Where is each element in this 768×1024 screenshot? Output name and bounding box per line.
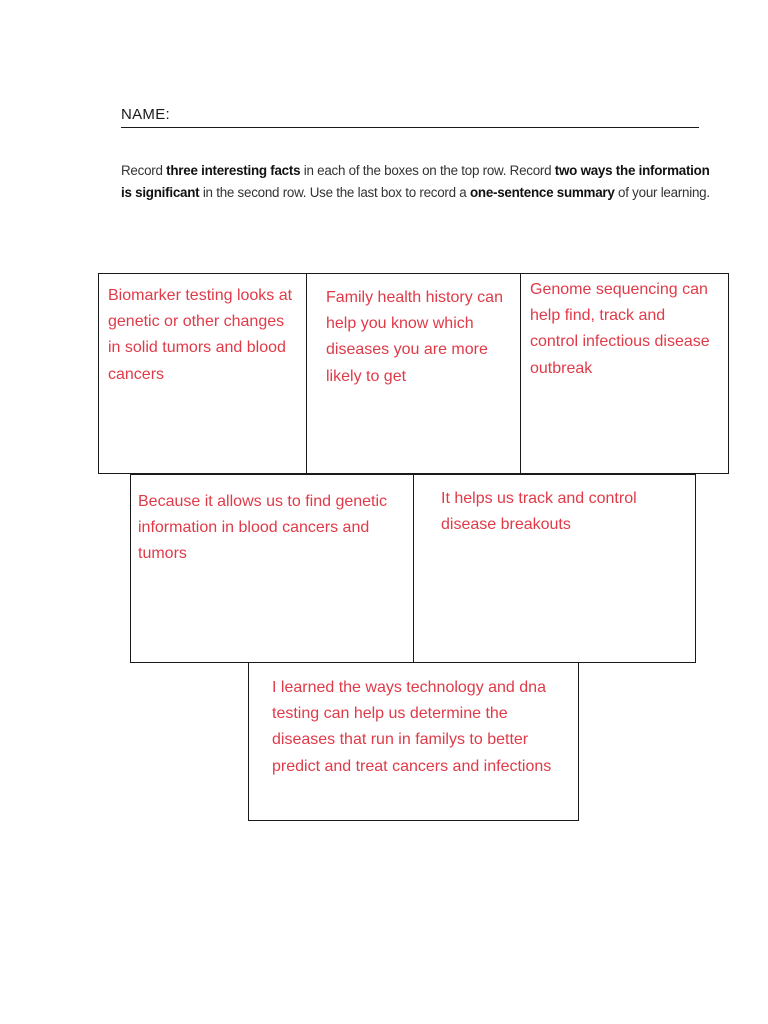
fact-text: Genome sequencing can help find, track and control infectious disease outbreak (530, 281, 710, 377)
significance-text: Because it allows us to find genetic information in blood cancers and tumors (138, 493, 388, 563)
significance-box-1[interactable] (130, 474, 415, 663)
fact-text: Family health history can help you know which diseases you are more likely to get (326, 289, 503, 385)
summary-text: I learned the ways technology and dna testing can help us determine the diseases that run in familys to better predict and treat cancers and infections (272, 679, 552, 775)
name-label: NAME: (121, 106, 171, 123)
fact-box-2[interactable] (306, 273, 522, 474)
fact-text: Biomarker testing looks at genetic or other changes in solid tumors and blood cancers (108, 287, 293, 383)
significance-box-2[interactable] (413, 474, 696, 663)
emphasis-two-ways: two ways the information is significant (121, 163, 710, 200)
emphasis-three-facts: three interesting facts (166, 163, 301, 178)
summary-box[interactable] (248, 662, 579, 821)
name-field[interactable] (121, 106, 699, 128)
emphasis-summary: one-sentence summary (469, 184, 615, 200)
fact-box-3[interactable] (520, 273, 729, 474)
instructions: Record three interesting facts in each of the boxes on the top row. Record two ways the information is significant in the second row. Use the last box to record a one-sentence summary of your learning. (121, 163, 710, 200)
fact-box-1[interactable] (98, 273, 308, 474)
significance-text: It helps us track and control disease breakouts (441, 490, 637, 534)
